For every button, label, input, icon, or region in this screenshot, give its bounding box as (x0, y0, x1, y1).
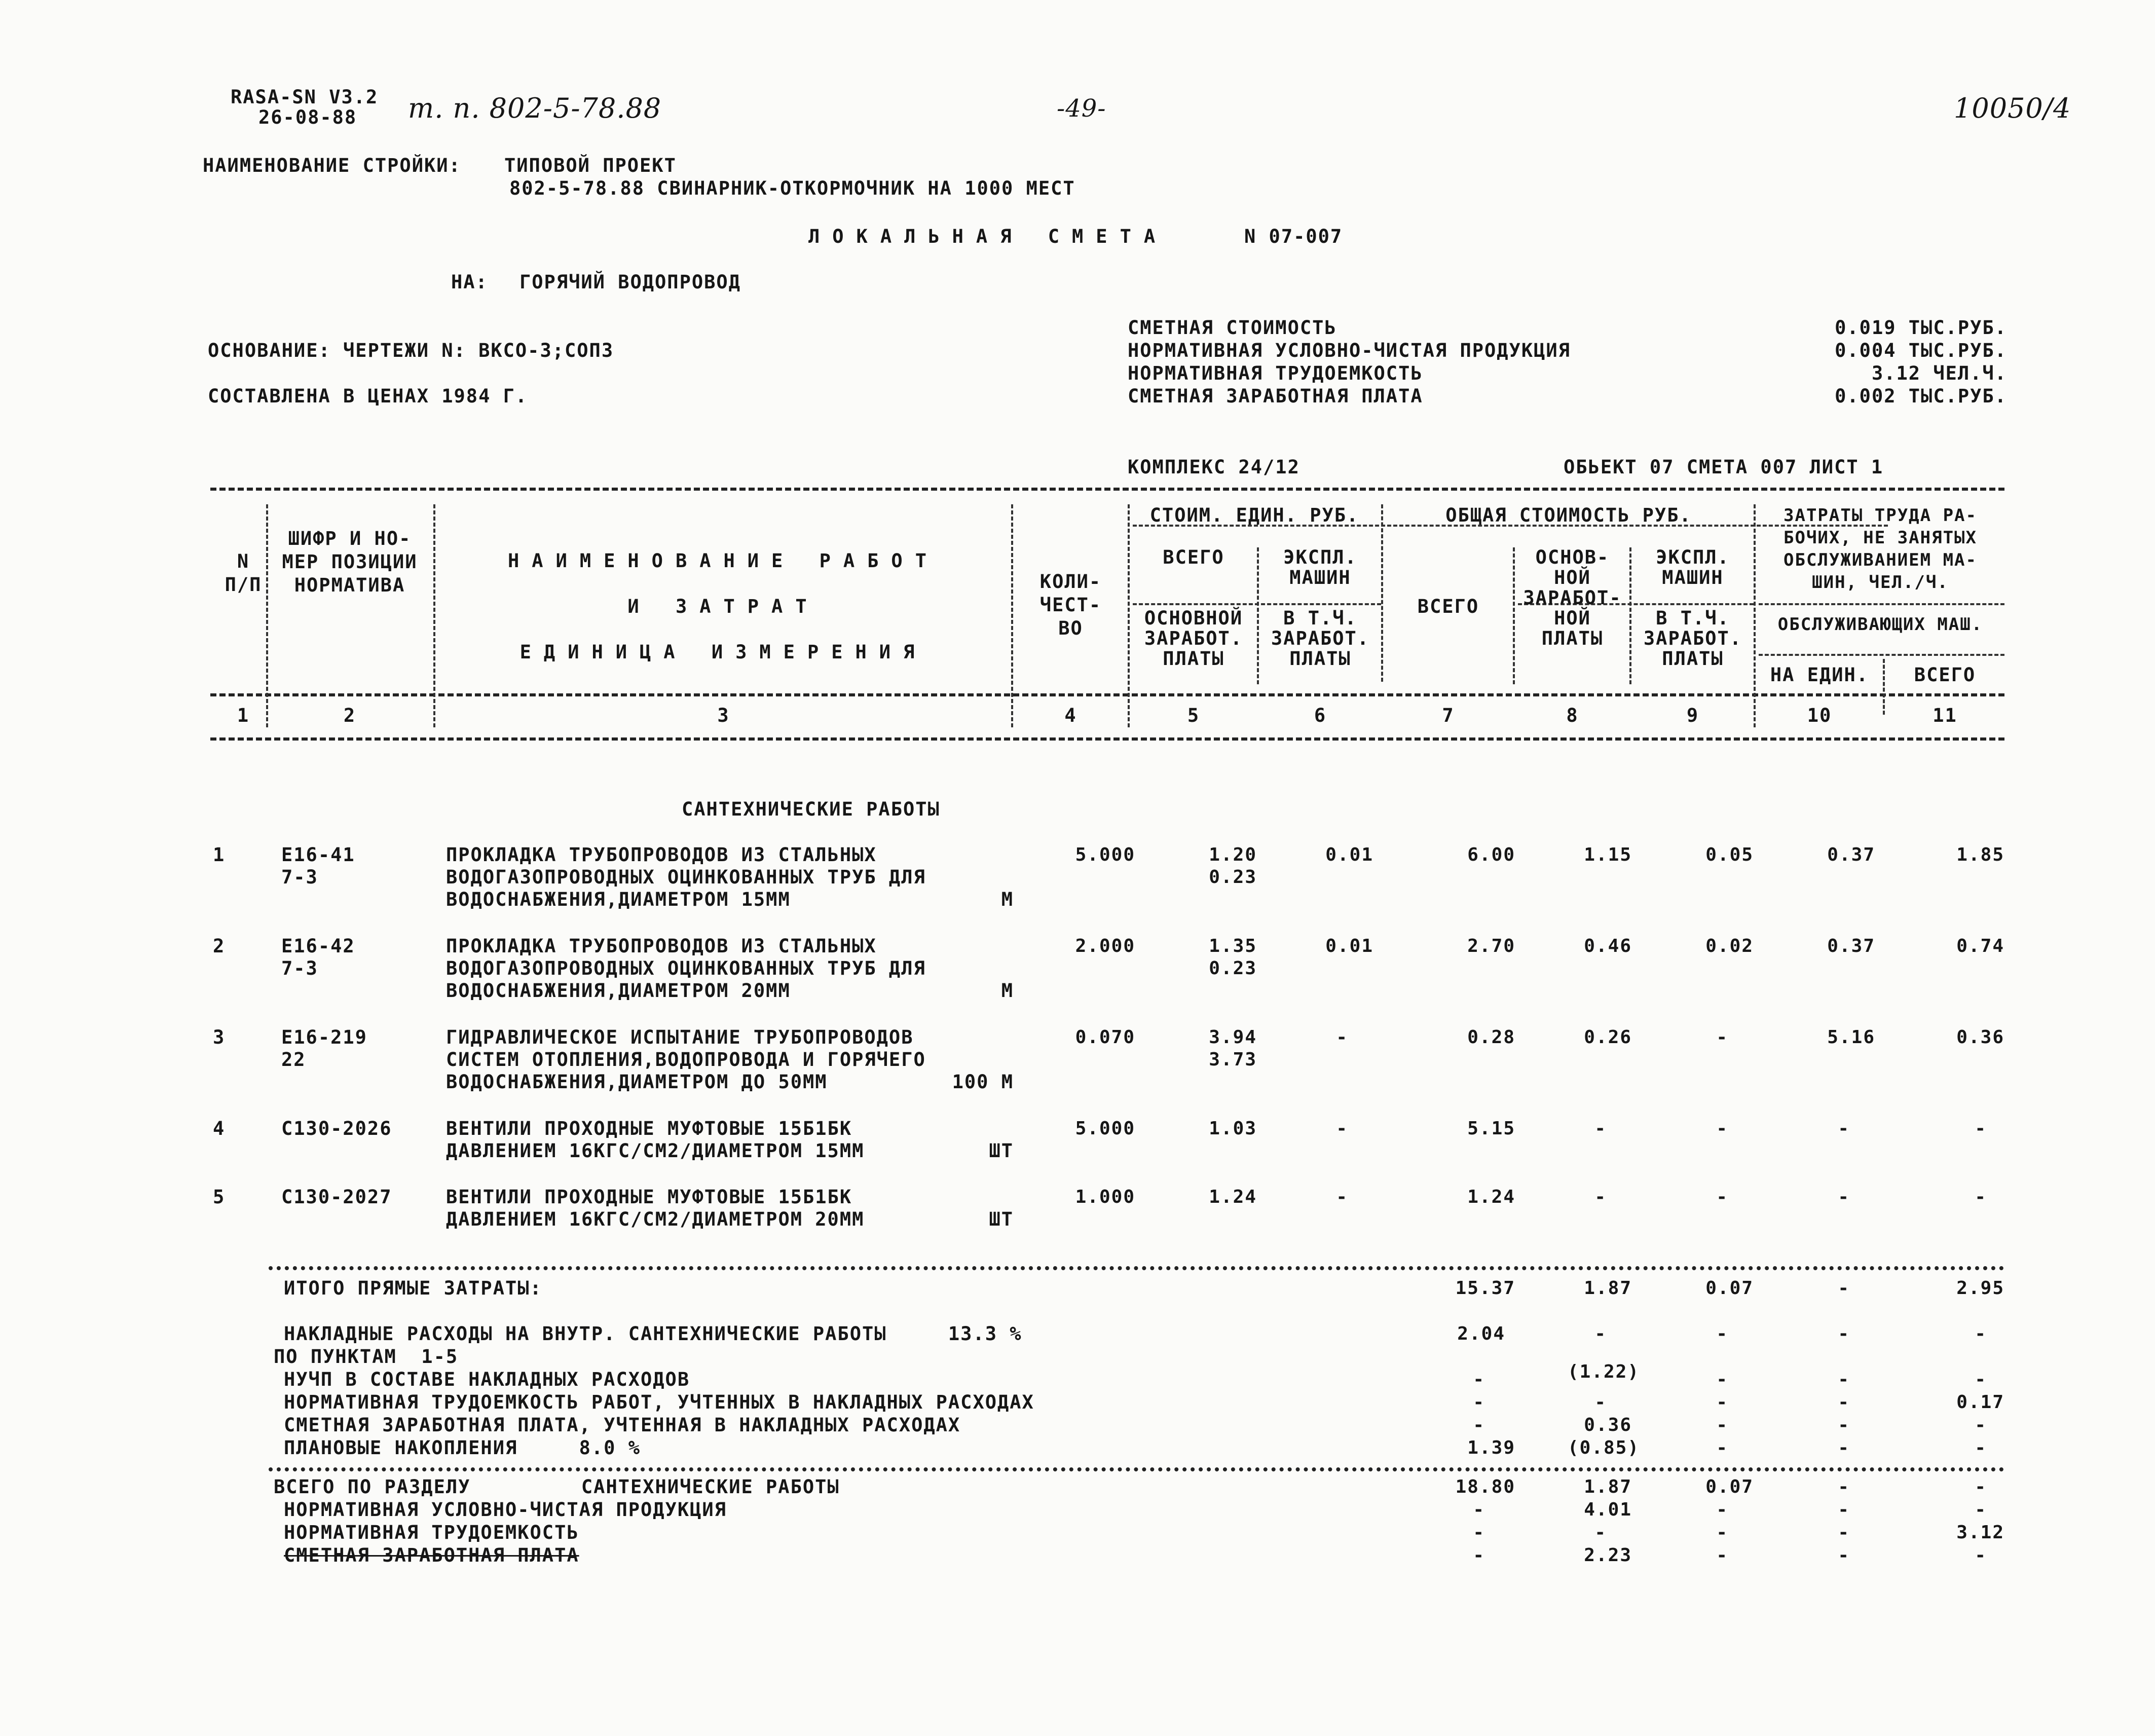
row-machines: - (1716, 1118, 1728, 1139)
construction-line-2: 802-5-78.88 СВИНАРНИК-ОТКОРМОЧНИК НА 1000 МЕСТ (509, 177, 1075, 199)
col-sep (1754, 504, 1756, 727)
print-date: 26-08-88 (258, 106, 357, 128)
col-number-11: 11 (1933, 705, 1957, 726)
section-total-c8: 1.87 (1584, 1476, 1632, 1497)
section-total-c7: - (1473, 1522, 1485, 1543)
totals-c9: - (1716, 1323, 1728, 1344)
totals-c9: 0.07 (1705, 1278, 1754, 1299)
header-rule-bottom (210, 737, 2004, 741)
section-total-c11: - (1975, 1476, 1987, 1497)
basis-prices: СОСТАВЛЕНА В ЦЕНАХ 1984 Г. (208, 385, 528, 407)
header-col-2: ШИФР И НО- МЕР ПОЗИЦИИ НОРМАТИВА (282, 528, 418, 596)
col-sep (433, 504, 435, 727)
page-number: -49- (1057, 94, 1106, 123)
summary-label-1: СМЕТНАЯ СТОИМОСТЬ (1128, 317, 1337, 339)
header-subrule (1759, 654, 2004, 656)
totals-label: ИТОГО ПРЯМЫЕ ЗАТРАТЫ: (284, 1277, 542, 1299)
totals-label: ПО ПУНКТАМ 1-5 (274, 1346, 459, 1368)
section-total-c9: 0.07 (1705, 1476, 1754, 1497)
row-unit: М (1001, 889, 1014, 910)
row-labor-total: 0.36 (1956, 1027, 2004, 1048)
section-total-c8: 4.01 (1584, 1499, 1632, 1520)
totals-c7: 2.04 (1457, 1323, 1505, 1344)
row-total: 0.28 (1467, 1027, 1515, 1048)
section-total-c11: 3.12 (1956, 1522, 2004, 1543)
totals-label: НОРМАТИВНАЯ ТРУДОЕМКОСТЬ РАБОТ, УЧТЕННЫХ В НАКЛАДНЫХ РАСХОДАХ (284, 1391, 1034, 1413)
row-machine-cost: - (1336, 1027, 1348, 1048)
section-total-c10: - (1838, 1545, 1850, 1566)
row-labor-unit: - (1838, 1187, 1850, 1207)
row-name: ПРОКЛАДКА ТРУБОПРОВОДОВ ИЗ СТАЛЬНЫХ ВОДОГАЗОПРОВОДНЫХ ОЦИНКОВАННЫХ ТРУБ ДЛЯ ВОДОСНАБЖЕНИЯ,ДИАМЕТРОМ 15ММ (446, 844, 926, 910)
basis-drawings: ОСНОВАНИЕ: ЧЕРТЕЖИ N: ВКСО-3;СОП3 (208, 340, 614, 361)
row-wages: - (1594, 1118, 1607, 1139)
row-name: ВЕНТИЛИ ПРОХОДНЫЕ МУФТОВЫЕ 15Б1БК ДАВЛЕНИЕМ 16КГС/СМ2/ДИАМЕТРОМ 20ММ (446, 1186, 865, 1230)
row-unit: ШТ (989, 1140, 1014, 1162)
row-number: 4 (213, 1118, 226, 1139)
header-col-6: ЭКСПЛ. МАШИН В Т.Ч. ЗАРАБОТ. ПЛАТЫ (1271, 546, 1370, 670)
section-total-c9: - (1716, 1499, 1728, 1520)
row-unit-cost: 3.94 3.73 (1209, 1027, 1257, 1070)
row-labor-unit: 5.16 (1827, 1027, 1875, 1048)
row-wages: 0.46 (1584, 936, 1632, 956)
header-col-7: ВСЕГО (1417, 596, 1479, 617)
row-unit-cost: 1.03 (1209, 1118, 1257, 1139)
row-unit: М (1001, 980, 1014, 1002)
row-machine-cost: 0.01 (1325, 844, 1373, 865)
summary-value-3: 3.12 ЧЕЛ.Ч. (1871, 362, 2007, 384)
section-total-c9: - (1716, 1545, 1728, 1566)
row-unit-cost: 1.35 0.23 (1209, 936, 1257, 979)
totals-c10: - (1838, 1415, 1850, 1435)
header-group-machine: ОБСЛУЖИВАЮЩИХ МАШ. (1777, 614, 1983, 635)
row-qty: 0.070 (1075, 1027, 1135, 1048)
totals-label: СМЕТНАЯ ЗАРАБОТНАЯ ПЛАТА, УЧТЕННАЯ В НАКЛАДНЫХ РАСХОДАХ (284, 1414, 961, 1436)
header-group-total-cost: ОБЩАЯ СТОИМОСТЬ РУБ. (1445, 504, 1692, 526)
totals-c7: - (1473, 1392, 1485, 1413)
document-title: ЛОКАЛЬНАЯ СМЕТА (808, 226, 1168, 247)
col-number-4: 4 (1064, 705, 1077, 726)
row-labor-total: - (1975, 1118, 1987, 1139)
totals-c9: - (1716, 1437, 1728, 1458)
row-wages: 0.26 (1584, 1027, 1632, 1048)
row-wages: - (1594, 1187, 1607, 1207)
totals-c9: - (1716, 1369, 1728, 1390)
totals-c8: 1.87 (1584, 1278, 1632, 1299)
row-unit: 100 М (952, 1071, 1014, 1093)
col-number-6: 6 (1314, 705, 1327, 726)
summary-label-2: НОРМАТИВНАЯ УСЛОВНО-ЧИСТАЯ ПРОДУКЦИЯ (1128, 340, 1571, 361)
col-sep (1883, 659, 1885, 715)
totals-c10: - (1838, 1369, 1850, 1390)
col-number-5: 5 (1187, 705, 1200, 726)
row-number: 2 (213, 935, 226, 957)
col-sep (266, 504, 268, 727)
row-code: С130-2026 (281, 1118, 392, 1139)
row-total: 5.15 (1467, 1118, 1515, 1139)
na-label: НА: (451, 271, 488, 293)
row-unit: ШТ (989, 1208, 1014, 1230)
row-machines: 0.02 (1705, 936, 1754, 956)
header-col-3a: НАИМЕНОВАНИЕ РАБОТ (508, 550, 939, 572)
section-total-c10: - (1838, 1499, 1850, 1520)
section-total-c8: - (1594, 1522, 1607, 1543)
col-sep (1257, 547, 1259, 684)
row-labor-total: 0.74 (1956, 936, 2004, 956)
totals-c9: - (1716, 1392, 1728, 1413)
row-machines: - (1716, 1187, 1728, 1207)
header-col-3c: ЕДИНИЦА ИЗМЕРЕНИЯ (519, 641, 927, 663)
totals-c10: - (1838, 1392, 1850, 1413)
row-code: С130-2027 (281, 1186, 392, 1208)
row-code: Е16-42 7-3 (281, 935, 355, 979)
row-number: 1 (213, 844, 226, 866)
header-col-9: ЭКСПЛ. МАШИН В Т.Ч. ЗАРАБОТ. ПЛАТЫ (1643, 546, 1742, 670)
row-machines: 0.05 (1705, 844, 1754, 865)
construction-line-1: ТИПОВОЙ ПРОЕКТ (504, 155, 677, 176)
row-qty: 5.000 (1075, 844, 1135, 865)
row-machine-cost: - (1336, 1118, 1348, 1139)
row-labor-total: - (1975, 1187, 1987, 1207)
header-rule-middle (210, 693, 2004, 696)
totals-c11: - (1975, 1415, 1987, 1435)
project-code: т. п. 802-5-78.88 (408, 92, 662, 124)
col-number-7: 7 (1442, 705, 1455, 726)
row-qty: 5.000 (1075, 1118, 1135, 1139)
totals-c11: - (1975, 1323, 1987, 1344)
totals-c7: 1.39 (1467, 1437, 1515, 1458)
section-title: САНТЕХНИЧЕСКИЕ РАБОТЫ (682, 798, 940, 820)
row-name: ГИДРАВЛИЧЕСКОЕ ИСПЫТАНИЕ ТРУБОПРОВОДОВ СИСТЕМ ОТОПЛЕНИЯ,ВОДОПРОВОДА И ГОРЯЧЕГО ВОДОСНАБЖЕНИЯ,ДИАМЕТРОМ ДО 50ММ (446, 1026, 926, 1093)
section-total-label: ВСЕГО ПО РАЗДЕЛУ САНТЕХНИЧЕСКИЕ РАБОТЫ (274, 1476, 840, 1498)
construction-label: НАИМЕНОВАНИЕ СТРОЙКИ: (203, 155, 461, 176)
section-total-c8: 2.23 (1584, 1545, 1632, 1566)
header-col-10: НА ЕДИН. (1770, 664, 1869, 686)
totals-c10: - (1838, 1323, 1850, 1344)
totals-label: НУЧП В СОСТАВЕ НАКЛАДНЫХ РАСХОДОВ (284, 1369, 690, 1390)
row-unit-cost: 1.20 0.23 (1209, 844, 1257, 888)
totals-label: ПЛАНОВЫЕ НАКОПЛЕНИЯ 8.0 % (284, 1437, 641, 1459)
header-subrule (1759, 603, 2004, 605)
header-group-unit-cost: СТОИМ. ЕДИН. РУБ. (1149, 504, 1359, 526)
col-sep (1128, 504, 1130, 727)
summary-value-1: 0.019 ТЫС.РУБ. (1835, 317, 2007, 339)
summary-label-3: НОРМАТИВНАЯ ТРУДОЕМКОСТЬ (1128, 362, 1423, 384)
summary-value-4: 0.002 ТЫС.РУБ. (1835, 385, 2007, 407)
col-sep (1011, 504, 1013, 727)
row-machine-cost: 0.01 (1325, 936, 1373, 956)
program-version: RASA-SN V3.2 (231, 86, 379, 108)
row-number: 5 (213, 1186, 226, 1208)
totals-c8: - (1594, 1392, 1607, 1413)
section-total-c7: 18.80 (1455, 1476, 1515, 1497)
row-labor-unit: 0.37 (1827, 844, 1875, 865)
summary-value-2: 0.004 ТЫС.РУБ. (1835, 340, 2007, 361)
section-total-c11: - (1975, 1499, 1987, 1520)
totals-label: НАКЛАДНЫЕ РАСХОДЫ НА ВНУТР. САНТЕХНИЧЕСКИЕ РАБОТЫ 13.3 % (284, 1323, 1022, 1345)
totals-c8: 0.36 (1584, 1415, 1632, 1435)
row-labor-total: 1.85 (1956, 844, 2004, 865)
row-machines: - (1716, 1027, 1728, 1048)
row-total: 2.70 (1467, 936, 1515, 956)
totals-c8: (1.22) (1567, 1361, 1640, 1382)
col-sep (1513, 547, 1515, 684)
col-number-2: 2 (343, 705, 356, 726)
totals-c11: 0.17 (1956, 1392, 2004, 1413)
row-unit-cost: 1.24 (1209, 1187, 1257, 1207)
section-totals-rule (269, 1467, 2004, 1471)
col-number-1: 1 (237, 705, 250, 726)
totals-c9: - (1716, 1415, 1728, 1435)
section-total-c10: - (1838, 1476, 1850, 1497)
row-machine-cost: - (1336, 1187, 1348, 1207)
col-sep (1381, 504, 1383, 682)
row-qty: 2.000 (1075, 936, 1135, 956)
row-code: Е16-219 22 (281, 1026, 367, 1070)
header-group-labor: ЗАТРАТЫ ТРУДА РА- БОЧИХ, НЕ ЗАНЯТЫХ ОБСЛУЖИВАНИЕМ МА- ШИН, ЧЕЛ./Ч. (1784, 505, 1977, 593)
col-number-3: 3 (717, 705, 730, 726)
totals-c11: - (1975, 1437, 1987, 1458)
col-number-10: 10 (1807, 705, 1832, 726)
header-col-3b: И ЗАТРАТ (627, 596, 820, 617)
row-wages: 1.15 (1584, 844, 1632, 865)
header-col-11: ВСЕГО (1914, 664, 1976, 686)
header-col-1: N П/П (225, 550, 262, 596)
section-total-c10: - (1838, 1522, 1850, 1543)
section-total-label: НОРМАТИВНАЯ УСЛОВНО-ЧИСТАЯ ПРОДУКЦИЯ (284, 1499, 727, 1521)
header-col-8: ОСНОВ- НОЙ ЗАРАБОТ- НОЙ ПЛАТЫ (1523, 546, 1622, 649)
document-number: 10050/4 (1954, 92, 2071, 124)
section-total-c11: - (1975, 1545, 1987, 1566)
row-number: 3 (213, 1026, 226, 1048)
header-col-5: ВСЕГО ОСНОВНОЙ ЗАРАБОТ. ПЛАТЫ (1144, 546, 1243, 670)
row-name: ВЕНТИЛИ ПРОХОДНЫЕ МУФТОВЫЕ 15Б1БК ДАВЛЕНИЕМ 16КГС/СМ2/ДИАМЕТРОМ 15ММ (446, 1118, 865, 1162)
row-labor-unit: 0.37 (1827, 936, 1875, 956)
section-total-label: СМЕТНАЯ ЗАРАБОТНАЯ ПЛАТА (284, 1544, 579, 1566)
totals-c8: - (1594, 1323, 1607, 1344)
na-value: ГОРЯЧИЙ ВОДОПРОВОД (519, 271, 741, 293)
totals-c8: (0.85) (1567, 1437, 1640, 1458)
header-rule-top (210, 488, 2004, 491)
object-label: ОБЬЕКТ 07 СМЕТА 007 ЛИСТ 1 (1564, 456, 1884, 478)
row-labor-unit: - (1838, 1118, 1850, 1139)
summary-label-4: СМЕТНАЯ ЗАРАБОТНАЯ ПЛАТА (1128, 385, 1423, 407)
section-total-c7: - (1473, 1499, 1485, 1520)
totals-c7: 15.37 (1455, 1278, 1515, 1299)
totals-c7: - (1473, 1415, 1485, 1435)
row-code: Е16-41 7-3 (281, 844, 355, 888)
header-col-4: КОЛИ- ЧЕСТ- ВО (1039, 571, 1102, 639)
totals-c11: - (1975, 1369, 1987, 1390)
section-total-c7: - (1473, 1545, 1485, 1566)
row-name: ПРОКЛАДКА ТРУБОПРОВОДОВ ИЗ СТАЛЬНЫХ ВОДОГАЗОПРОВОДНЫХ ОЦИНКОВАННЫХ ТРУБ ДЛЯ ВОДОСНАБЖЕНИЯ,ДИАМЕТРОМ 20ММ (446, 935, 926, 1002)
totals-c7: - (1473, 1369, 1485, 1390)
col-number-9: 9 (1686, 705, 1699, 726)
row-total: 6.00 (1467, 844, 1515, 865)
row-qty: 1.000 (1075, 1187, 1135, 1207)
document-title-number: N 07-007 (1244, 226, 1343, 247)
totals-c10: - (1838, 1437, 1850, 1458)
section-total-label: НОРМАТИВНАЯ ТРУДОЕМКОСТЬ (284, 1522, 579, 1543)
col-sep (1629, 547, 1631, 684)
col-number-8: 8 (1566, 705, 1579, 726)
totals-c10: - (1838, 1278, 1850, 1299)
row-total: 1.24 (1467, 1187, 1515, 1207)
complex-label: КОМПЛЕКС 24/12 (1128, 456, 1300, 478)
totals-c11: 2.95 (1956, 1278, 2004, 1299)
section-total-c9: - (1716, 1522, 1728, 1543)
totals-rule (269, 1266, 2004, 1270)
